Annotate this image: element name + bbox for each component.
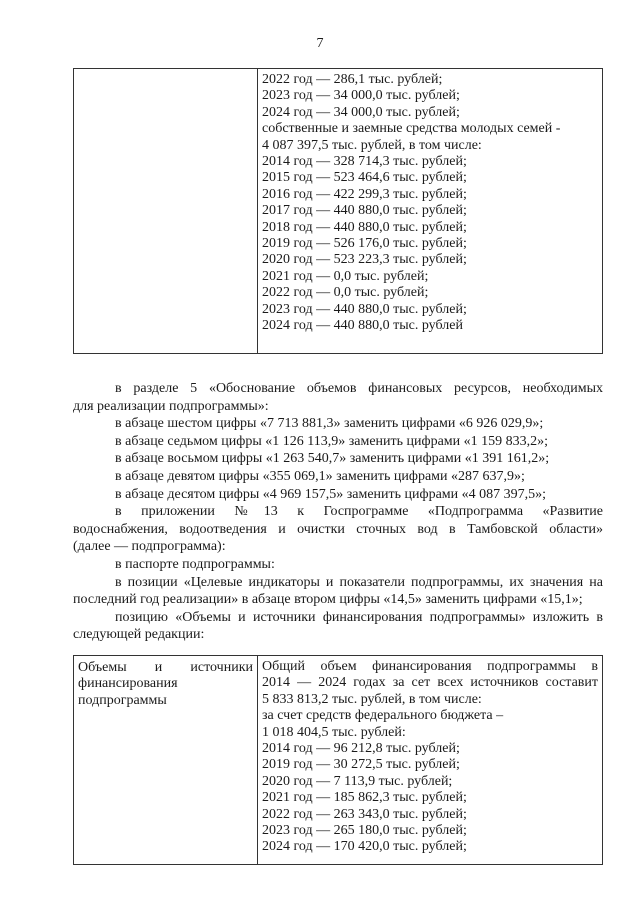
- table-line: 4 087 397,5 тыс. рублей, в том числе:: [262, 137, 482, 153]
- table-line: 2022 год — 263 343,0 тыс. рублей;: [262, 806, 467, 822]
- table-line: 2022 год — 0,0 тыс. рублей;: [262, 285, 429, 301]
- page-number: 7: [316, 36, 324, 51]
- table-line: 2024 год — 34 000,0 тыс. рублей;: [262, 104, 460, 120]
- table-line: 2019 год — 30 272,5 тыс. рублей;: [262, 757, 460, 773]
- table-line: 2021 год — 0,0 тыс. рублей;: [262, 268, 429, 284]
- text-line: в абзаце восьмом цифры «1 263 540,7» заменить цифрами «1 391 161,2»;: [115, 451, 550, 467]
- table-line: 1 018 404,5 тыс. рублей:: [262, 724, 406, 740]
- text-line: в абзаце девятом цифры «355 069,1» заменить цифрами «287 637,9»;: [115, 468, 525, 484]
- text-line: в приложении №13 к Госпрограмме «Подпрограмма «Развитие: [115, 504, 603, 520]
- table-line: 2014 год — 96 212,8 тыс. рублей;: [262, 741, 460, 757]
- table-line: 5 833 813,2 тыс. рублей, в том числе:: [262, 691, 482, 707]
- table-line: за счет средств федерального бюджета –: [262, 708, 504, 724]
- table-line: собственные и заемные средства молодых семей -: [262, 121, 561, 137]
- table-line: Общий объем финансирования подпрограммы в: [262, 659, 598, 674]
- table-line: 2021 год — 185 862,3 тыс. рублей;: [262, 790, 467, 806]
- text-line: в абзаце десятом цифры «4 969 157,5» заменить цифрами «4 087 397,5»;: [115, 486, 547, 502]
- table-line: 2015 год — 523 464,6 тыс. рублей;: [262, 170, 467, 186]
- table-left-cell: [74, 656, 258, 865]
- table-line: 2023 год — 265 180,0 тыс. рублей;: [262, 823, 467, 839]
- table-row: [74, 656, 603, 865]
- table-label-line: Объемы и источники: [78, 660, 253, 675]
- table-line: 2016 год — 422 299,3 тыс. рублей;: [262, 186, 467, 202]
- table-line: 2024 год — 440 880,0 тыс. рублей: [262, 318, 463, 334]
- table-label-line: подпрограммы: [78, 692, 167, 708]
- table-right-cell: [258, 69, 603, 354]
- text-line: в абзаце седьмом цифры «1 126 113,9» заменить цифрами «1 159 833,2»;: [115, 433, 549, 449]
- table-line: 2014 — 2024 годах за сет всех источников составит: [262, 675, 598, 691]
- table-row: [74, 69, 603, 354]
- table-line: 2017 год — 440 880,0 тыс. рублей;: [262, 203, 467, 219]
- funding-table-continued: [73, 68, 603, 354]
- text-line: (далее — подпрограмма):: [73, 539, 226, 555]
- table-label-line: финансирования: [78, 676, 178, 692]
- text-line: водоснабжения, водоотведения и очистки сточных вод в Тамбовской области»: [73, 521, 603, 537]
- table-line: 2019 год — 526 176,0 тыс. рублей;: [262, 236, 467, 252]
- text-line: для реализации подпрограммы»:: [73, 398, 269, 414]
- table-line: 2018 год — 440 880,0 тыс. рублей;: [262, 219, 467, 235]
- table-line: 2020 год — 7 113,9 тыс. рублей;: [262, 773, 453, 789]
- text-line: в паспорте подпрограммы:: [115, 556, 275, 572]
- text-line: в разделе 5 «Обоснование объемов финансовых ресурсов, необходимых: [115, 381, 603, 396]
- text-line: последний год реализации» в абзаце втором цифры «14,5» заменить цифрами «15,1»;: [73, 592, 583, 608]
- text-line: позицию «Объемы и источники финансирования подпрограммы» изложить в: [115, 609, 603, 625]
- text-line: в позиции «Целевые индикаторы и показатели подпрограммы, их значения на: [115, 574, 603, 590]
- table-line: 2023 год — 440 880,0 тыс. рублей;: [262, 301, 467, 317]
- table-right-cell: [258, 656, 603, 865]
- table-line: 2024 год — 170 420,0 тыс. рублей;: [262, 839, 467, 855]
- table-left-cell: [74, 69, 258, 354]
- text-line: следующей редакции:: [73, 627, 205, 643]
- funding-volumes-table: [73, 655, 603, 865]
- body-text: [73, 380, 603, 644]
- table-line: 2022 год — 286,1 тыс. рублей;: [262, 72, 443, 87]
- table-line: 2023 год — 34 000,0 тыс. рублей;: [262, 88, 460, 104]
- table-line: 2014 год — 328 714,3 тыс. рублей;: [262, 154, 467, 170]
- table-line: 2020 год — 523 223,3 тыс. рублей;: [262, 252, 467, 268]
- text-line: в абзаце шестом цифры «7 713 881,3» заменить цифрами «6 926 029,9»;: [115, 416, 544, 432]
